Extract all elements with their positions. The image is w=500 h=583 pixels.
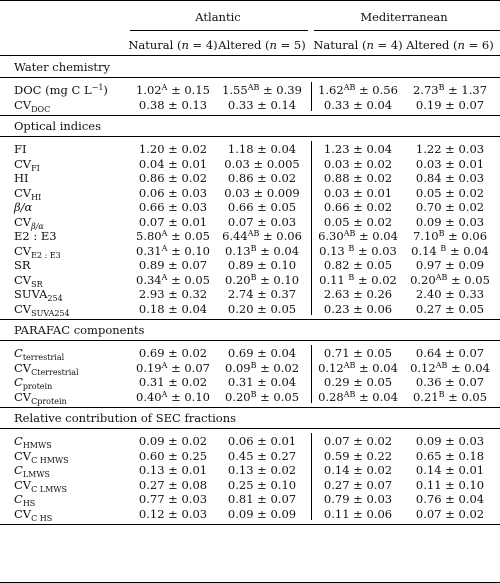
table-cell: $0.28^{AB} \pm 0.04$ (318, 389, 398, 404)
table-cell: 0.38 ± 0.13 (138, 97, 208, 112)
table-cell: 0.70 ± 0.02 (415, 200, 485, 214)
table-cell: 0.27 ± 0.07 (323, 477, 393, 492)
table-cell: 0.06 ± 0.01 (227, 434, 297, 448)
section-title-rule (0, 428, 500, 429)
table-cell: 0.69 ± 0.02 (138, 346, 208, 360)
section-bottom-rule (0, 524, 500, 525)
row-label: $CV_{C LMWS}$ (14, 477, 67, 494)
group-rule-atlantic (130, 30, 308, 31)
table-cell: 0.03 ± 0.02 (323, 156, 393, 171)
table-cell: $0.13^B \pm 0.04$ (224, 243, 300, 258)
table-cell: 2.63 ± 0.26 (323, 287, 393, 301)
section-bottom-rule (0, 319, 500, 320)
row-label: $CV_{HI}$ (14, 185, 42, 202)
table-cell: 0.29 ± 0.05 (323, 375, 393, 389)
table-cell: 0.19 ± 0.07 (415, 97, 485, 112)
table-cell: 0.97 ± 0.09 (415, 258, 485, 272)
table-cell: $2.73^B \pm 1.37$ (412, 83, 488, 97)
table-cell: 0.33 ± 0.04 (323, 97, 393, 112)
table-cell: 0.03 ± 0.005 (224, 156, 300, 171)
table-cell: 0.14 $^B$ ± 0.04 (411, 243, 489, 258)
table-cell: 0.18 ± 0.04 (138, 301, 208, 316)
region-divider (311, 433, 312, 520)
table-cell: 1.18 ± 0.04 (227, 142, 297, 156)
table-top-rule (0, 0, 500, 1)
table-cell: 1.20 ± 0.02 (138, 142, 208, 156)
row-label: $CV_{Cterrestrial}$ (14, 360, 79, 377)
table-cell: $0.19^A \pm 0.07$ (136, 360, 210, 375)
table-cell: 0.33 ± 0.14 (227, 97, 297, 112)
row-label: E2 : E3 (14, 229, 57, 243)
section-bottom-rule (0, 115, 500, 116)
group-header-atlantic: Atlantic (195, 10, 241, 24)
table-cell: 0.36 ± 0.07 (415, 375, 485, 389)
table-cell: 0.11 ± 0.06 (323, 506, 393, 521)
table-cell: 1.23 ± 0.04 (323, 142, 393, 156)
table-cell: 0.03 ± 0.01 (323, 185, 393, 200)
table-cell: 0.07 ± 0.02 (323, 434, 393, 448)
table-cell: 2.93 ± 0.32 (138, 287, 208, 301)
table-cell: 0.09 ± 0.09 (227, 506, 297, 521)
table-cell: 0.12 ± 0.03 (138, 506, 208, 521)
table-cell: 0.11 ± 0.10 (415, 477, 485, 492)
table-cell: $0.21^B \pm 0.05$ (412, 389, 488, 404)
table-cell: 0.89 ± 0.07 (138, 258, 208, 272)
table-cell: $0.31^A \pm 0.10$ (136, 243, 210, 258)
table-cell: 0.07 ± 0.01 (138, 214, 208, 229)
table-cell: $0.12^{AB} \pm 0.04$ (318, 360, 398, 375)
table-cell: 0.84 ± 0.03 (415, 171, 485, 185)
table-cell: 0.71 ± 0.05 (323, 346, 393, 360)
table-cell: $0.40^A \pm 0.10$ (136, 389, 210, 404)
section-title: Optical indices (14, 119, 101, 133)
table-cell: 0.86 ± 0.02 (138, 171, 208, 185)
row-label: HI (14, 171, 29, 185)
table-cell: 0.60 ± 0.25 (138, 448, 208, 463)
table-cell: 0.89 ± 0.10 (227, 258, 297, 272)
table-cell: 0.66 ± 0.03 (138, 200, 208, 214)
table-cell: $1.55^{AB} \pm 0.39$ (222, 83, 302, 97)
group-rule-mediterranean (314, 30, 500, 31)
column-header: Altered (n = 5) (218, 38, 306, 52)
row-label: $CV_{C HMWS}$ (14, 448, 69, 465)
section-title: Water chemistry (14, 60, 111, 74)
column-header: Natural (n = 4) (128, 38, 218, 52)
section-title-rule (0, 340, 500, 341)
header-bottom-rule (0, 55, 500, 56)
table-cell: $0.09^B \pm 0.02$ (224, 360, 300, 375)
table-cell: 0.88 ± 0.02 (323, 171, 393, 185)
row-label: $C_{terrestrial}$ (14, 346, 65, 362)
table-cell: 0.64 ± 0.07 (415, 346, 485, 360)
section-title-rule (0, 136, 500, 137)
table-cell: 0.04 ± 0.01 (138, 156, 208, 171)
table-cell: $0.20^B \pm 0.10$ (224, 272, 300, 287)
table-cell: 0.09 ± 0.03 (415, 214, 485, 229)
table-cell: $5.80^A \pm 0.05$ (136, 229, 210, 243)
table-cell: 0.66 ± 0.05 (227, 200, 297, 214)
table-cell: $7.10^B \pm 0.06$ (412, 229, 488, 243)
table-cell: 0.86 ± 0.02 (227, 171, 297, 185)
region-divider (311, 82, 312, 111)
section-title: PARAFAC components (14, 323, 145, 337)
table-cell: 0.13 ± 0.02 (227, 463, 297, 477)
row-label: FI (14, 142, 27, 156)
table-cell: $0.20^{AB} \pm 0.05$ (410, 272, 490, 287)
row-label: $CV_{FI}$ (14, 156, 40, 173)
row-label: $SUVA_{254}$ (14, 287, 63, 303)
table-cell: 1.22 ± 0.03 (415, 142, 485, 156)
table-cell: 0.09 ± 0.03 (415, 434, 485, 448)
region-divider (311, 345, 312, 403)
row-label: $C_{HS}$ (14, 492, 36, 508)
row-label: $CV_{C HS}$ (14, 506, 53, 523)
table-cell: 0.79 ± 0.03 (323, 492, 393, 506)
row-label: β/α (14, 200, 33, 214)
table-cell: $6.30^{AB} \pm 0.04$ (318, 229, 398, 243)
table-cell: 0.31 ± 0.04 (227, 375, 297, 389)
table-cell: 0.77 ± 0.03 (138, 492, 208, 506)
table-cell: $1.02^A \pm 0.15$ (136, 83, 210, 97)
table-cell: 0.65 ± 0.18 (415, 448, 485, 463)
region-divider (311, 141, 312, 315)
table-cell: 0.14 ± 0.02 (323, 463, 393, 477)
table-cell: 0.59 ± 0.22 (323, 448, 393, 463)
row-label: $CV_{E2 : E3}$ (14, 243, 61, 260)
table-cell: 0.07 ± 0.02 (415, 506, 485, 521)
column-header: Natural (n = 4) (313, 38, 403, 52)
table-cell: 0.05 ± 0.02 (323, 214, 393, 229)
table-cell: 0.27 ± 0.05 (415, 301, 485, 316)
row-label: $CV_{SUVA254}$ (14, 301, 70, 318)
table-cell: 0.81 ± 0.07 (227, 492, 297, 506)
table-cell: 0.09 ± 0.02 (138, 434, 208, 448)
table-cell: $0.12^{AB} \pm 0.04$ (410, 360, 490, 375)
table-cell: 0.45 ± 0.27 (227, 448, 297, 463)
section-title-rule (0, 77, 500, 78)
table-cell: 0.20 ± 0.05 (227, 301, 297, 316)
row-label: $CV_{Cprotein}$ (14, 389, 67, 406)
row-label: $C_{LMWS}$ (14, 463, 51, 479)
table-cell: 0.03 ± 0.01 (415, 156, 485, 171)
column-header: Altered (n = 6) (406, 38, 494, 52)
group-header-mediterranean: Mediterranean (360, 10, 448, 24)
table-cell: $0.20^B \pm 0.05$ (224, 389, 300, 404)
row-label: DOC (mg C $L^{-1}$) (14, 83, 108, 97)
row-label: SR (14, 258, 31, 272)
row-label: $CV_{DOC}$ (14, 97, 51, 114)
table-cell: 0.07 ± 0.03 (227, 214, 297, 229)
table-cell: 0.23 ± 0.06 (323, 301, 393, 316)
table-cell: 0.31 ± 0.02 (138, 375, 208, 389)
row-label: $C_{HMWS}$ (14, 434, 52, 450)
table-cell: 0.13 $^B$ ± 0.03 (319, 243, 397, 258)
table-cell: 0.66 ± 0.02 (323, 200, 393, 214)
table-cell: 0.06 ± 0.03 (138, 185, 208, 200)
table-cell: 0.05 ± 0.02 (415, 185, 485, 200)
row-label: $CV_{SR}$ (14, 272, 43, 289)
table-cell: 0.82 ± 0.05 (323, 258, 393, 272)
table-cell: 0.13 ± 0.01 (138, 463, 208, 477)
table-cell: 2.40 ± 0.33 (415, 287, 485, 301)
table-cell: $0.34^A \pm 0.05$ (136, 272, 210, 287)
table-cell: $1.62^{AB} \pm 0.56$ (318, 83, 398, 97)
table-cell: 0.27 ± 0.08 (138, 477, 208, 492)
table-cell: 0.76 ± 0.04 (415, 492, 485, 506)
row-label: $CV_{\beta/\alpha}$ (14, 214, 44, 231)
table-cell: 0.03 ± 0.009 (224, 185, 300, 200)
table-cell: 0.25 ± 0.10 (227, 477, 297, 492)
section-bottom-rule (0, 407, 500, 408)
table-cell: $6.44^{AB} \pm 0.06$ (222, 229, 302, 243)
table-cell: 0.11 $^B$ ± 0.02 (319, 272, 397, 287)
row-label: $C_{protein}$ (14, 375, 53, 391)
table-cell: 0.69 ± 0.04 (227, 346, 297, 360)
table-cell: 0.14 ± 0.01 (415, 463, 485, 477)
section-title: Relative contribution of SEC fractions (14, 411, 237, 425)
table-cell: 2.74 ± 0.37 (227, 287, 297, 301)
